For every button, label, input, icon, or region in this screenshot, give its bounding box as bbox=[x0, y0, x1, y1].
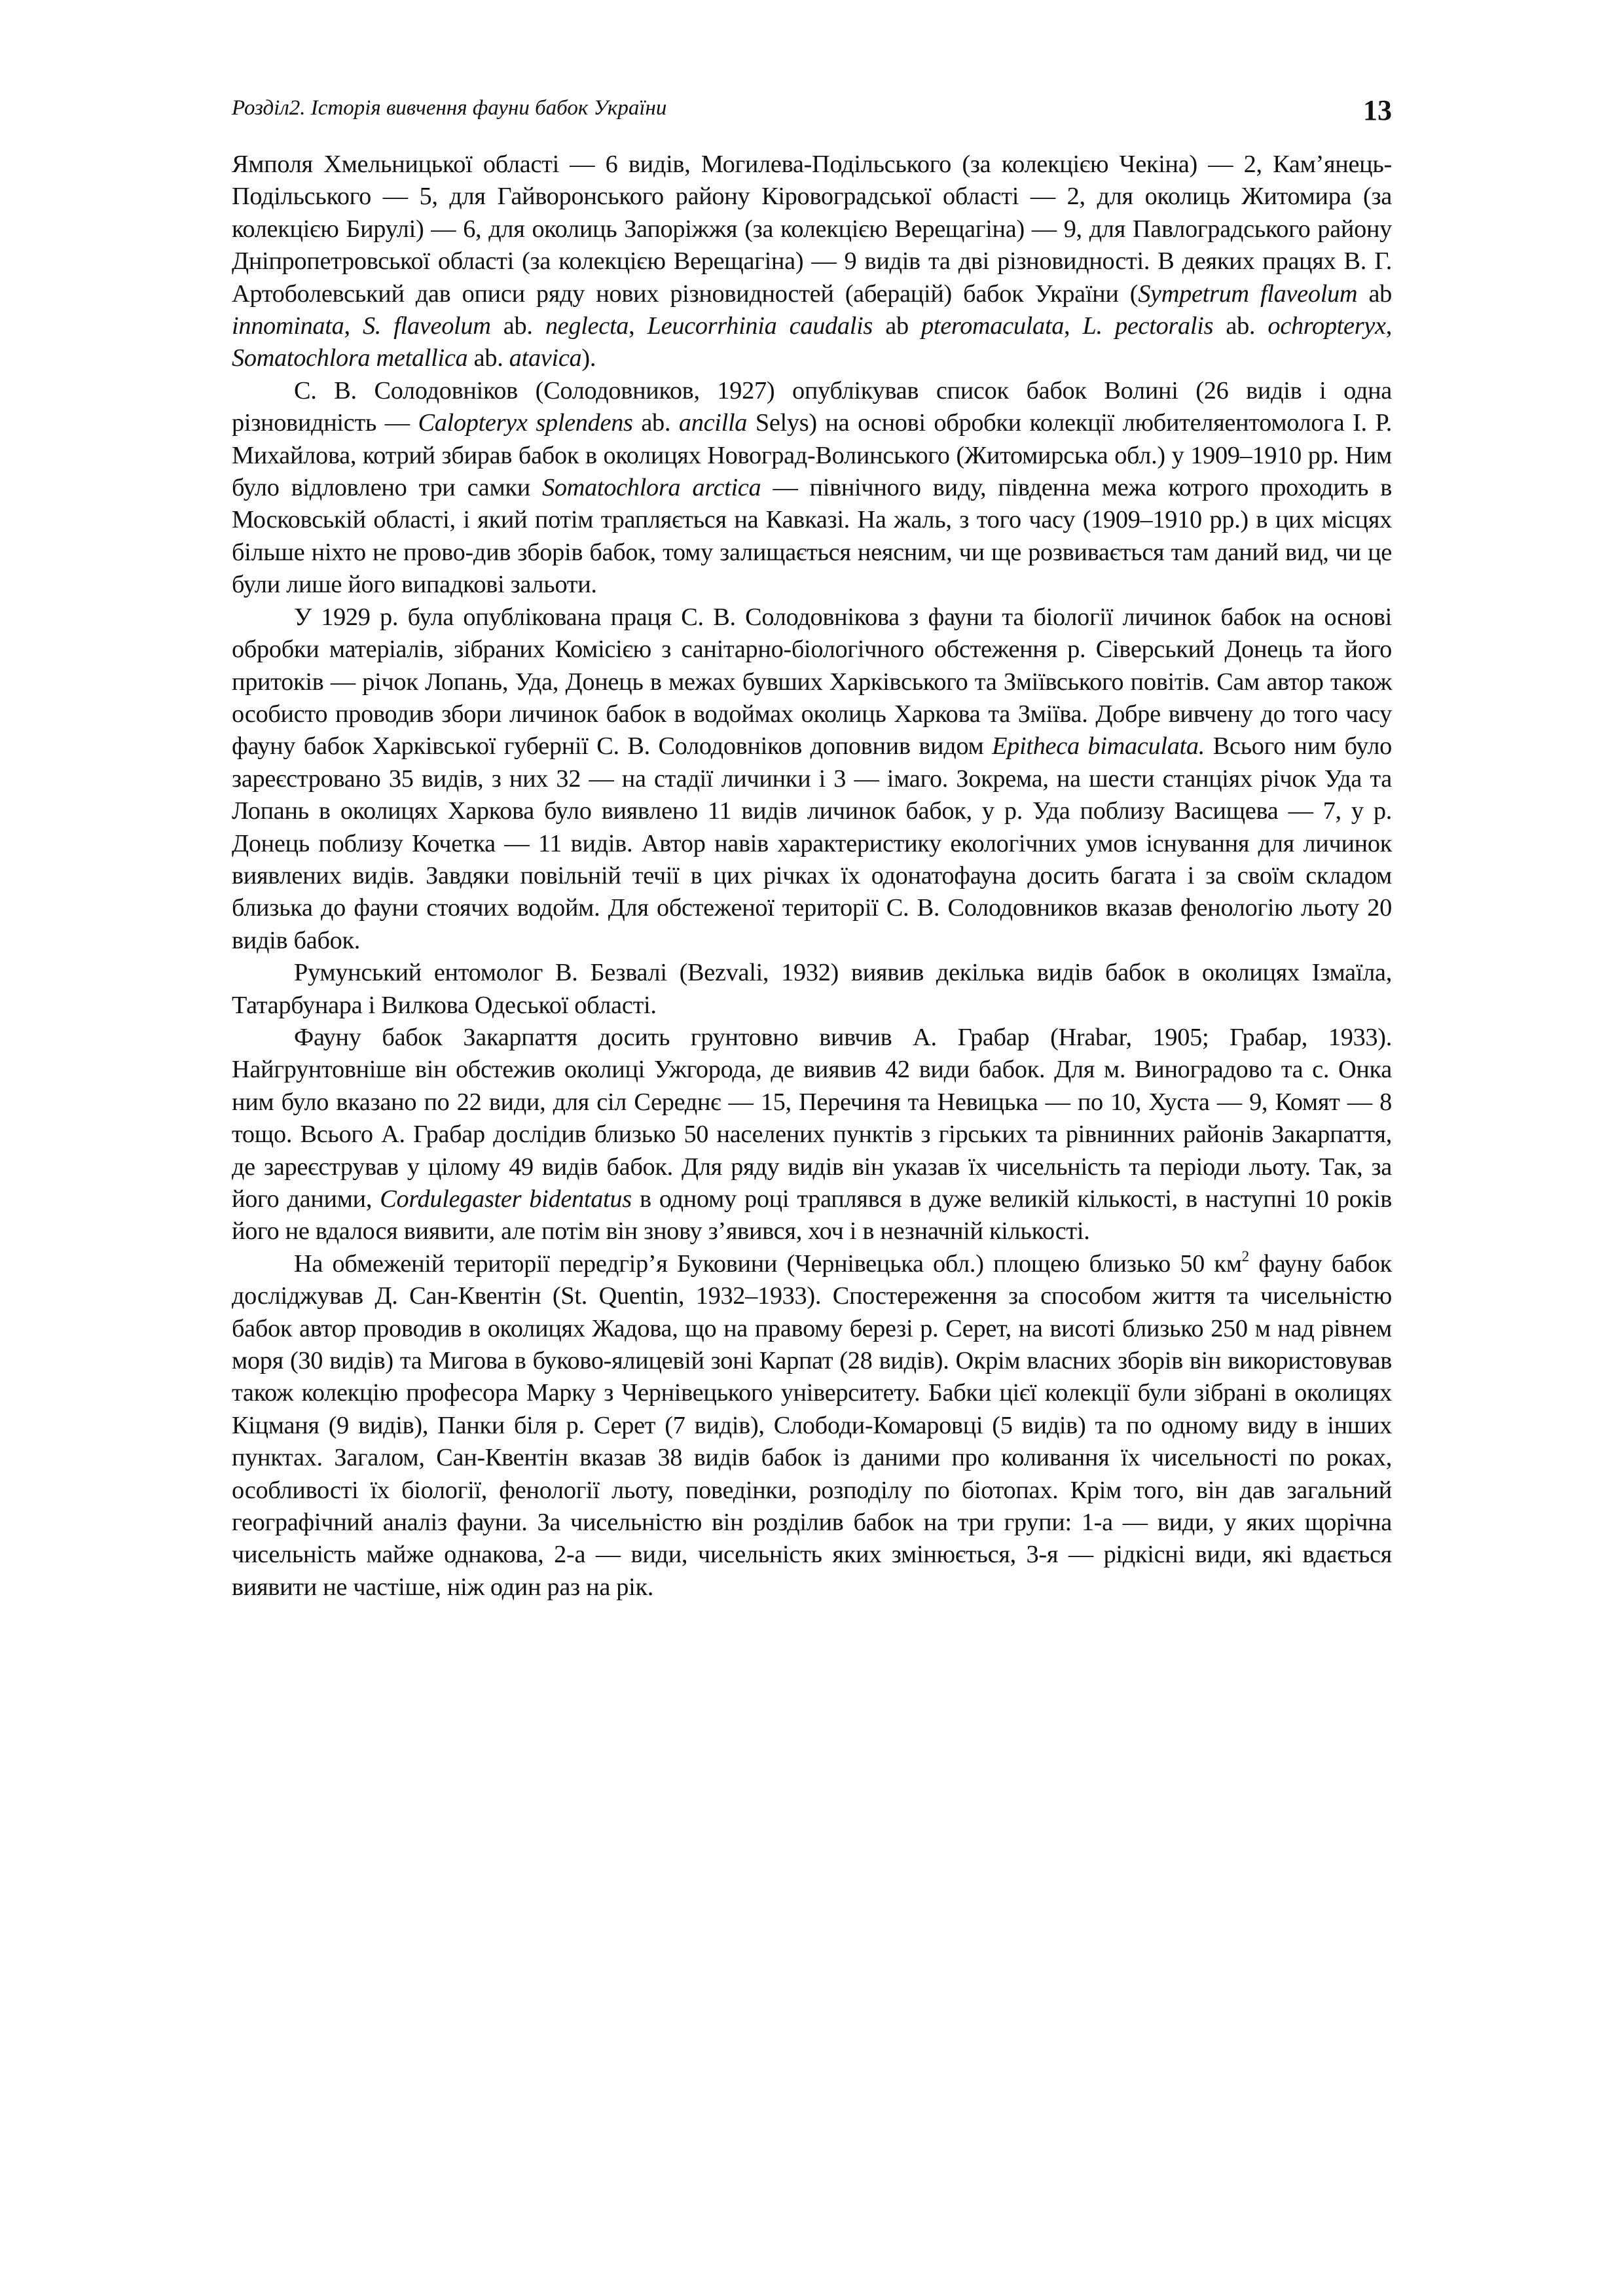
paragraph-4: Румунський ентомолог В. Безвалі (Bezvali, 1932) виявив декілька видів бабок в околицях Ізмаїла, Татарбунара і Вилкова Одеської області. bbox=[232, 959, 1392, 1019]
body-text bbox=[232, 149, 1392, 1604]
running-title: Розділ2. Історія вивчення фауни бабок України bbox=[232, 96, 667, 120]
paragraph-2: С. В. Солодовніков (Солодовников, 1927) опублікував список бабок Волині (26 видів і одна різновидність — Calopteryx splendens ab. ancilla Selys) на основі обробки колекції любителяентомолога І. Р. Михайлова, котрий збирав бабок в околицях Новоград-Волинського (Житомирська обл.) у 1909–1910 рр. Ним було відловлено три самки Somatochlora arctica — північного виду, південна межа котрого проходить в Московській області, і який потім трапляється на Кавказі. На жаль, з того часу (1909–1910 рр.) в цих місцях більше ніхто не прово-див зборів бабок, тому залищається неясним, чи ще розвивається там даний вид, чи це були лише його випадкові зальоти. bbox=[232, 376, 1393, 599]
paragraph-6: На обмеженій території передгір’я Буковини (Чернівецька обл.) площею близько 50 $км^2$ фауну бабок досліджував Д. Сан-Квентін (St. Quentin, 1932–1933). Спостереження за способом життя та чисельністю бабок автор проводив в околицях Жадова, що на правому березі р. Серет, на висоті близько 250 м над рівнем моря (30 видів) та Мигова в буково-ялицевій зоні Карпат (28 видів). Окрім власних зборів він використовував також колекцію професора Марку з Чернівецького університету. Бабки цієї колекції були зібрані в околицях Кіцманя (9 видів), Панки біля р. Серет (7 видів), Слободи-Комаровці (5 видів) та по одному виду в інших пунктах. Загалом, Сан-Квентін вказав 38 видів бабок із даними про коливання їх чисельності по роках, особливості їх біології, фенології льоту, поведінки, розподілу по біотопах. Крім того, він дав загальний географічний аналіз фауни. За чисельністю він розділив бабок на три групи: 1-а — види, у яких щорічна чисельність майже однакова, 2-а — види, чисельність яких змінюється, 3-я — рідкісні види, які вдається виявити не частіше, ніж один раз на рік. bbox=[232, 1247, 1392, 1601]
paragraph-5: Фауну бабок Закарпаття досить грунтовно вивчив А. Грабар (Hrabar, 1905; Грабар, 1933). Найгрунтовніше він обстежив околиці Ужгорода, де виявив 42 види бабок. Для м. Виноградово та с. Онка ним було вказано по 22 види, для сіл Середнє — 15, Перечиня та Невицька — по 10, Хуста — 9, Комят — 8 тощо. Всього А. Грабар дослідив близько 50 населених пунктів з гірських та рівнинних районів Закарпаття, де зареєстрував у цілому 49 видів бабок. Для ряду видів він указав їх чисельність та періоди льоту. Так, за його даними, Cordulegaster bidentatus в одному році траплявся в дуже великій кількості, в наступні 10 років його не вдалося виявити, але потім він знову з’явився, хоч і в незначній кількості. bbox=[232, 1023, 1392, 1246]
page-number: 13 bbox=[1363, 94, 1392, 126]
page-header bbox=[232, 94, 1392, 133]
paragraph-1: Ямполя Хмельницької області — 6 видів, Могилева-Подільського (за колекцією Чекіна) — 2, Кам’янець-Подільського — 5, для Гайворонського району Кіровоградської області — 2, для околиць Житомира (за колекцією Бирулі) — 6, для околиць Запоріжжя (за колекцією Верещагіна) — 9, для Павлоградського району Дніпропетровської області (за колекцією Верещагіна) — 9 видів та дві різновидності. В деяких працях В. Г. Артоболевський дав описи ряду нових різновидностей (аберацій) бабок України (Sympetrum flaveolum ab innominata, S. flaveolum ab. neglecta, Leucorrhinia caudalis ab pteromaculata, L. pectoralis ab. ochropteryx, Somatochlora metallica ab. atavica). bbox=[232, 151, 1392, 372]
paragraph-3: У 1929 р. була опублікована праця С. В. Солодовнікова з фауни та біології личинок бабок на основі обробки матеріалів, зібраних Комісією з санітарно-біологічного обстеження р. Сіверський Донець та його притоків — річок Лопань, Уда, Донець в межах бувших Харківського та Зміївського повітів. Сам автор також особисто проводив збори личинок бабок в водоймах околиць Харкова та Зміїва. Добре вивчену до того часу фауну бабок Харківської губернії С. В. Солодовніков доповнив видом Epitheca bimaculata. Всього ним було зареєстровано 35 видів, з них 32 — на стадії личинки і 3 — імаго. Зокрема, на шести станціях річок Уда та Лопань в околицях Харкова було виявлено 11 видів личинок бабок, у р. Уда поблизу Васищева — 7, у р. Донець поблизу Кочетка — 11 видів. Автор навів характеристику екологічних умов існування для личинок виявлених видів. Завдяки повільній течії в цих річках їх одонатофауна досить багата і за своїм складом близька до фауни стоячих водойм. Для обстеженої території С. В. Солодовников вказав фенологію льоту 20 видів бабок. bbox=[232, 603, 1392, 954]
